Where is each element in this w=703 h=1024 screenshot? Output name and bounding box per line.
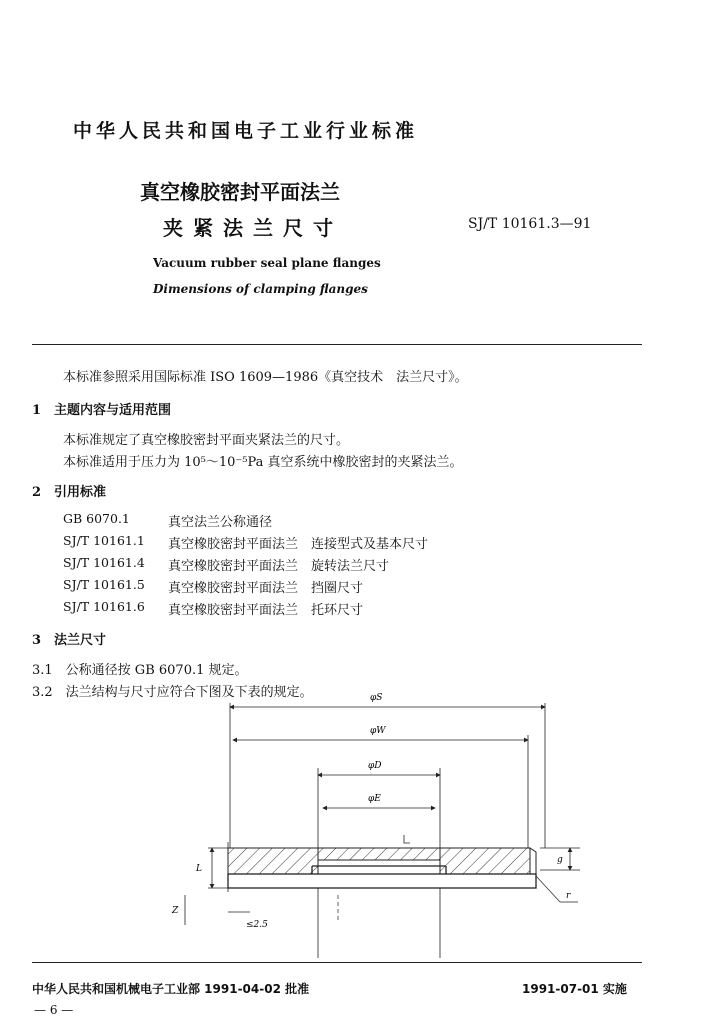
dimension-z — [171, 895, 185, 925]
section-1-line-1: 本标准规定了真空橡胶密封平面夹紧法兰的尺寸。 — [63, 433, 350, 448]
bore-mark — [404, 835, 410, 843]
intro-paragraph: 本标准参照采用国际标准 ISO 1609—1986《真空技术 法兰尺寸》。 — [63, 370, 468, 385]
section-3-item-2: 3.2 法兰结构与尺寸应符合下图及下表的规定。 — [32, 685, 313, 700]
dimension-r — [536, 876, 578, 902]
section-1-line-2: 本标准适用于压力为 10⁵～10⁻⁵Pa 真空系统中橡胶密封的夹紧法兰。 — [63, 455, 463, 470]
ref-code-2: SJ/T 10161.1 — [63, 533, 145, 548]
ref-code-5: SJ/T 10161.6 — [63, 599, 145, 614]
ref-code-1: GB 6070.1 — [63, 511, 130, 526]
flange-section — [228, 842, 536, 892]
ref-title-4: 真空橡胶密封平面法兰 挡圈尺寸 — [168, 581, 364, 596]
title-en-line2: Dimensions of clamping flanges — [153, 282, 368, 296]
section-2-heading: 2 引用标准 — [32, 485, 107, 500]
label-r: r — [566, 891, 571, 901]
bottom-divider — [32, 962, 642, 963]
implementation-date: 1991-07-01 实施 — [522, 982, 627, 996]
title-cn-line1: 真空橡胶密封平面法兰 — [140, 180, 340, 204]
ref-title-5: 真空橡胶密封平面法兰 托环尺寸 — [168, 603, 364, 618]
label-d: φD — [368, 761, 382, 771]
dimension-d — [318, 761, 440, 848]
ref-title-2: 真空橡胶密封平面法兰 连接型式及基本尺寸 — [168, 537, 429, 552]
ref-code-4: SJ/T 10161.5 — [63, 577, 145, 592]
top-divider — [32, 344, 642, 345]
section-1-heading: 1 主题内容与适用范围 — [32, 403, 172, 418]
clamping-flange-drawing — [160, 680, 600, 960]
ref-code-3: SJ/T 10161.4 — [63, 555, 145, 570]
ref-title-1: 真空法兰公称通径 — [168, 515, 273, 530]
label-w: φW — [370, 726, 386, 736]
label-g: g — [557, 855, 563, 865]
page-number: — 6 — — [34, 1003, 74, 1017]
centerline — [318, 888, 440, 958]
issuing-authority-header: 中华人民共和国电子工业行业标准 — [73, 120, 419, 142]
section-3-item-1: 3.1 公称通径按 GB 6070.1 规定。 — [32, 663, 248, 678]
approval-line: 中华人民共和国机械电子工业部 1991-04-02 批准 — [32, 982, 310, 996]
dimension-l — [195, 848, 228, 888]
title-cn-line2: 夹紧法兰尺寸 — [163, 216, 343, 240]
label-tol: ≤2.5 — [246, 920, 268, 930]
dimension-tol — [228, 912, 268, 930]
dimension-s — [230, 693, 545, 848]
dimension-w — [233, 726, 528, 848]
section-3-heading: 3 法兰尺寸 — [32, 633, 107, 648]
label-e: φE — [368, 794, 381, 804]
standard-number: SJ/T 10161.3—91 — [468, 216, 592, 232]
label-l: L — [196, 864, 202, 874]
label-z: Z — [172, 906, 179, 916]
label-s: φS — [370, 693, 383, 703]
dimension-e — [323, 794, 435, 808]
dimension-g — [540, 848, 580, 870]
title-en-line1: Vacuum rubber seal plane flanges — [153, 256, 381, 270]
ref-title-3: 真空橡胶密封平面法兰 旋转法兰尺寸 — [168, 559, 390, 574]
